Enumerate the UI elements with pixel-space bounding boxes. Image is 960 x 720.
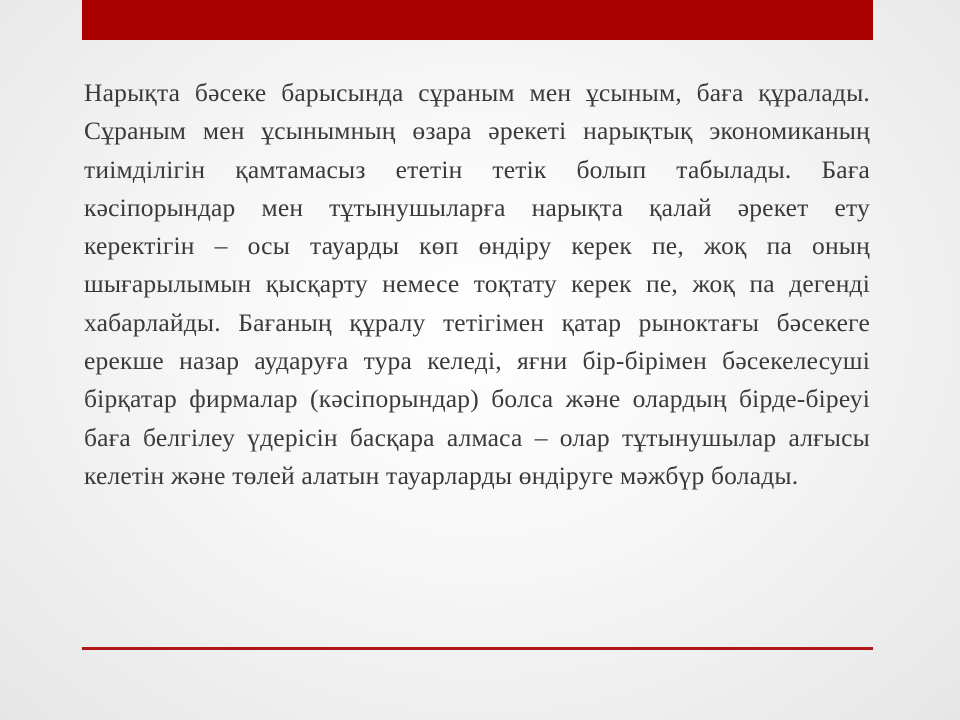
top-accent-bar [82,0,873,40]
bottom-divider [82,647,873,650]
body-paragraph: Нарықта бәсеке барысында сұраным мен ұсыным, баға құралады. Сұраным мен ұсынымның өзара әрекеті нарықтық экономиканың тиімділігін қамтамасыз ететін тетік болып табылады. Баға кәсіпорындар мен тұтынушыларға нарықта қалай әрекет ету керектігін – осы тауарды көп өндіру керек пе, жоқ па оның шығарылымын қысқарту немесе тоқтату керек пе, жоқ па дегенді хабарлайды. Бағаның құралу тетігімен қатар рыноктағы бәсекеге ерекше назар аударуға тура келеді, яғни бір-бірімен бәсекелесуші бірқатар фирмалар (кәсіпорындар) болса және олардың бірде-біреуі баға белгілеу үдерісін басқара алмаса – олар тұтынушылар алғысы келетін және төлей алатын тауарларды өндіруге мәжбүр болады. [84,78,870,490]
